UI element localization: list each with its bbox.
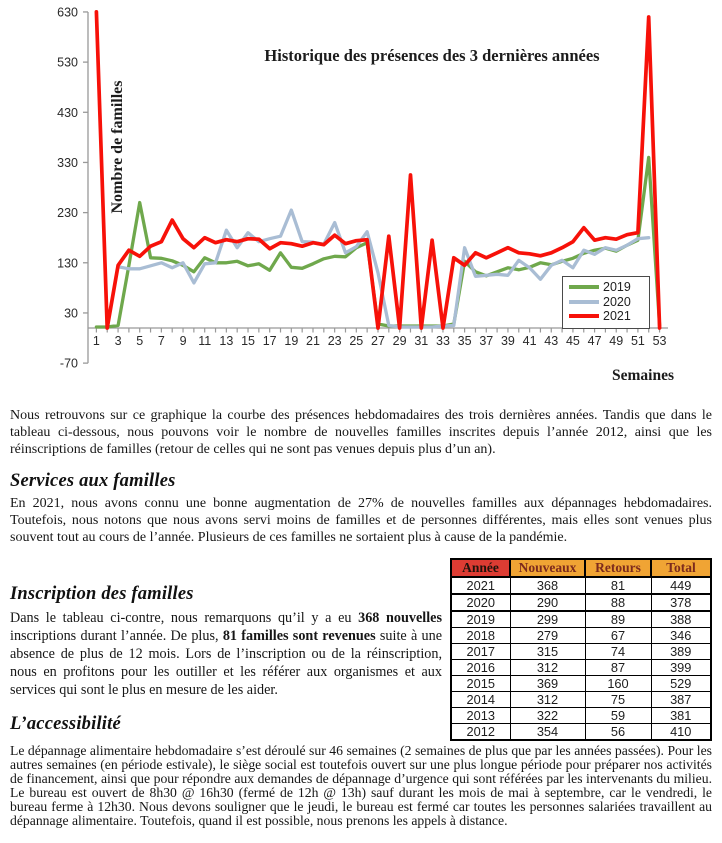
table-row-2015 — [451, 676, 711, 692]
section-heading-services: Services aux familles — [10, 471, 176, 491]
x-axis-title: Semaines — [612, 367, 674, 384]
table-cell-total: 388 — [651, 611, 711, 628]
table-cell-nouveaux: 368 — [510, 577, 585, 594]
x-tick-label: 23 — [327, 334, 342, 348]
legend-label: 2019 — [603, 280, 631, 294]
table-cell-total: 449 — [651, 577, 711, 594]
inscription-text: inscriptions durant l’année. De plus, — [10, 628, 223, 645]
table-cell-nouveaux: 322 — [510, 708, 585, 724]
table-cell-total: 389 — [651, 644, 711, 660]
table-cell-retours: 87 — [585, 660, 651, 676]
table-row-2021 — [451, 577, 711, 594]
x-tick-label: 33 — [436, 334, 450, 348]
x-tick-label: 31 — [414, 334, 429, 348]
x-tick-label: 49 — [609, 334, 624, 348]
column-header-retours: Retours — [585, 559, 651, 577]
table-cell-retours: 67 — [585, 628, 651, 644]
table-cell-année: 2016 — [451, 660, 510, 676]
table-cell-année: 2018 — [451, 628, 510, 644]
inscription-bold-nouvelles: 368 nouvelles — [358, 610, 443, 626]
table-cell-total: 529 — [651, 676, 711, 692]
y-tick-label: 130 — [57, 256, 78, 271]
table-cell-retours: 160 — [585, 676, 651, 692]
y-axis-title: Nombre de familles — [109, 80, 126, 214]
legend-swatch-2020 — [569, 300, 599, 304]
presence-chart — [0, 0, 722, 400]
table-cell-total: 381 — [651, 708, 711, 724]
table-cell-année: 2012 — [451, 724, 510, 741]
two-column-section — [10, 558, 712, 741]
intro-paragraph: Nous retrouvons sur ce graphique la courbe des présences hebdomadaires des trois dernières années. Tandis que dans le tableau ci-dessous, nous pouvons voir le nombre de nouvelles familles inscrites depuis l’année 2012, ainsi que les réinscriptions de familles (retour de celles qui ne sont pas venues depuis plus d’un an). — [10, 408, 712, 457]
table-cell-année: 2014 — [451, 692, 510, 708]
table-cell-année: 2021 — [451, 577, 510, 594]
x-tick-label: 11 — [198, 334, 212, 348]
x-tick-label: 25 — [349, 334, 364, 348]
legend-swatch-2021 — [569, 314, 599, 318]
x-tick-label: 53 — [652, 334, 667, 348]
table-cell-nouveaux: 369 — [510, 676, 585, 692]
x-tick-label: 1 — [92, 334, 100, 348]
x-tick-label: 5 — [136, 334, 144, 348]
table-row-2013 — [451, 708, 711, 724]
x-tick-label: 43 — [544, 334, 559, 348]
x-tick-label: 39 — [500, 334, 515, 348]
x-tick-label: 51 — [630, 334, 645, 348]
y-tick-label: 430 — [57, 105, 78, 120]
y-tick-label: 30 — [64, 306, 78, 321]
x-tick-label: 21 — [306, 334, 320, 348]
table-cell-année: 2017 — [451, 644, 510, 660]
x-tick-label: 13 — [219, 334, 234, 348]
section-heading-accessibilite: L’accessibilité — [10, 714, 121, 735]
column-header-annee: Année — [451, 559, 510, 577]
table-header-row — [451, 559, 711, 577]
x-tick-label: 27 — [371, 334, 385, 348]
inscription-text: suite à une absence de plus de 12 mois. Lors de l’inscription ou de la réinscription, nous en profitons pour les outiller et les référer aux organismes et aux services qui sont le plus en mesure de les aider. — [10, 628, 443, 699]
y-tick-label: 230 — [57, 206, 78, 221]
legend-item-2021 — [569, 309, 645, 324]
table-cell-nouveaux: 312 — [510, 692, 585, 708]
table-row-2020 — [451, 594, 711, 611]
column-header-total: Total — [651, 559, 711, 577]
y-tick-label: -70 — [59, 356, 78, 371]
x-tick-label: 19 — [284, 334, 299, 348]
x-tick-label: 47 — [587, 334, 602, 348]
x-tick-label: 41 — [522, 334, 537, 348]
table-cell-retours: 81 — [585, 577, 651, 594]
table-cell-année: 2020 — [451, 594, 510, 611]
table-cell-retours: 59 — [585, 708, 651, 724]
x-tick-label: 15 — [241, 334, 255, 348]
table-cell-nouveaux: 299 — [510, 611, 585, 628]
legend-item-2019 — [569, 280, 645, 295]
x-tick-label: 9 — [179, 334, 187, 348]
inscription-text: Dans le tableau ci-contre, nous remarquons qu’il y a eu — [10, 610, 359, 626]
x-tick-label: 17 — [262, 334, 277, 348]
table-cell-total: 378 — [651, 594, 711, 611]
x-tick-label: 29 — [392, 334, 407, 348]
inscription-bold-revenues: 81 familles sont revenues — [222, 628, 376, 645]
y-tick-label: 330 — [57, 155, 78, 170]
accessibilite-paragraph: Le dépannage alimentaire hebdomadaire s’est déroulé sur 46 semaines (2 semaines de plus que par les années passées). Pour les autres semaines (en période estivale), le siège social est toutefois ouvert sur une plus longue période pour préparer nos activités de financement, ainsi que pour répondre aux demandes de dépannage d’urgence qui sont référées par les intervenants du milieu. Le bureau est ouvert de 8h30 @ 16h30 (fermé de 12h @ 13h) sauf durant les mois de mai à septembre, car le vendredi, le bureau ferme à 12h30. Nous devons souligner que le jeudi, le bureau est fermé car toutes les personnes salariées travaillent au dépannage alimentaire. Toutefois, quand il est possible, nous prenons les appels à distance. — [10, 743, 712, 828]
inscriptions-table-grid — [450, 558, 712, 741]
column-header-nouveaux: Nouveaux — [510, 559, 585, 577]
table-cell-nouveaux: 315 — [510, 644, 585, 660]
x-tick-label: 3 — [114, 334, 122, 348]
x-tick-label: 37 — [479, 334, 494, 348]
table-cell-nouveaux: 279 — [510, 628, 585, 644]
table-row-2019 — [451, 611, 711, 628]
x-tick-label: 7 — [157, 334, 165, 348]
table-cell-retours: 74 — [585, 644, 651, 660]
table-cell-nouveaux: 312 — [510, 660, 585, 676]
table-cell-total: 346 — [651, 628, 711, 644]
chart-title: Historique des présences des 3 dernières années — [264, 46, 600, 65]
y-tick-label: 530 — [57, 55, 78, 70]
legend-item-2020 — [569, 295, 645, 310]
table-cell-année: 2013 — [451, 708, 510, 724]
table-cell-nouveaux: 354 — [510, 724, 585, 741]
y-tick-label: 630 — [57, 5, 78, 20]
left-column — [10, 558, 442, 741]
legend-swatch-2019 — [569, 285, 599, 289]
table-cell-retours: 56 — [585, 724, 651, 741]
table-cell-nouveaux: 290 — [510, 594, 585, 611]
inscriptions-table — [450, 558, 712, 741]
table-cell-année: 2015 — [451, 676, 510, 692]
section-heading-inscription: Inscription des familles — [10, 584, 194, 604]
table-row-2016 — [451, 660, 711, 676]
table-cell-année: 2019 — [451, 611, 510, 628]
table-cell-retours: 75 — [585, 692, 651, 708]
table-cell-total: 387 — [651, 692, 711, 708]
table-cell-retours: 88 — [585, 594, 651, 611]
x-tick-label: 35 — [457, 334, 472, 348]
table-row-2018 — [451, 628, 711, 644]
x-tick-label: 45 — [565, 334, 580, 348]
table-row-2012 — [451, 724, 711, 741]
legend-label: 2020 — [603, 294, 631, 309]
legend-label: 2021 — [603, 309, 631, 323]
table-cell-retours: 89 — [585, 611, 651, 628]
table-row-2017 — [451, 644, 711, 660]
table-cell-total: 399 — [651, 660, 711, 676]
chart-legend — [562, 276, 650, 329]
inscription-paragraph — [10, 609, 442, 699]
services-paragraph: En 2021, nous avons connu une bonne augmentation de 27% de nouvelles familles aux dépannages hebdomadaires. Toutefois, nous notons que nous avons servi moins de familles et de personnes différentes, mais elles sont venues plus souvent tout au cours de l’année. Plusieurs de ces familles ne sortaient plus à cause de la pandémie. — [10, 496, 712, 545]
table-cell-total: 410 — [651, 724, 711, 741]
table-row-2014 — [451, 692, 711, 708]
